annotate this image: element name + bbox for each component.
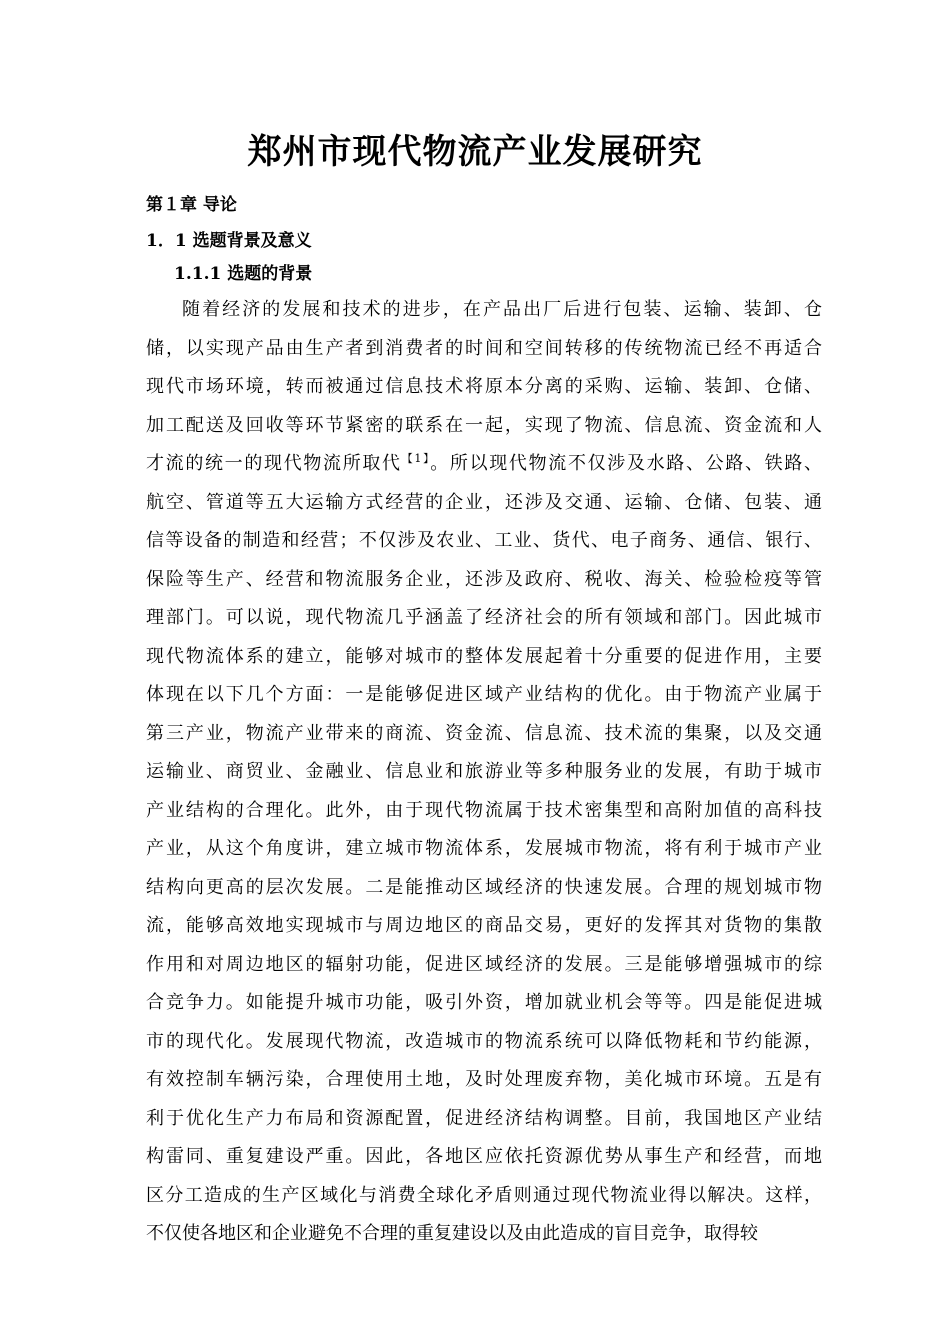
subsection-heading: 1.1.1 选题的背景 bbox=[174, 264, 313, 284]
citation-marker[interactable]: 【1】 bbox=[401, 452, 431, 465]
paragraph-text: 才流的统一的现代物流所取代 bbox=[146, 453, 402, 474]
paragraph-line: 加工配送及回收等环节紧密的联系在一起，实现了物流、信息流、资金流和人 bbox=[146, 414, 822, 436]
paragraph-line: 运输业、商贸业、金融业、信息业和旅游业等多种服务业的发展，有助于城市 bbox=[146, 761, 822, 782]
paragraph-line: 产业结构的合理化。此外，由于现代物流属于技术密集型和高附加值的高科技 bbox=[146, 799, 822, 821]
paragraph-line: 流，能够高效地实现城市与周边地区的商品交易，更好的发挥其对货物的集散 bbox=[146, 915, 822, 936]
paragraph-line: 理部门。可以说，现代物流几乎涵盖了经济社会的所有领域和部门。因此城市 bbox=[146, 607, 822, 628]
paragraph-line: 区分工造成的生产区域化与消费全球化矛盾则通过现代物流业得以解决。这样， bbox=[146, 1184, 822, 1206]
paragraph-line: 储，以实现产品由生产者到消费者的时间和空间转移的传统物流已经不再适合 bbox=[146, 337, 822, 359]
body-paragraph bbox=[146, 291, 822, 1254]
paragraph-line: 产业，从这个角度讲，建立城市物流体系，发展城市物流，将有利于城市产业 bbox=[146, 838, 822, 859]
document-title: 郑州市现代物流产业发展研究 bbox=[247, 132, 703, 172]
paragraph-line: 不仅使各地区和企业避免不合理的重复建设以及由此造成的盲目竞争，取得较 bbox=[146, 1223, 758, 1244]
paragraph-line: 信等设备的制造和经营；不仅涉及农业、工业、货代、电子商务、通信、银行、 bbox=[146, 530, 822, 551]
paragraph-line: 现代物流体系的建立，能够对城市的整体发展起着十分重要的促进作用，主要 bbox=[146, 645, 822, 667]
paragraph-line: 构雷同、重复建设严重。因此，各地区应依托资源优势从事生产和经营，而地 bbox=[146, 1146, 822, 1167]
paragraph-line-with-citation bbox=[146, 445, 822, 484]
paragraph-line: 随着经济的发展和技术的进步，在产品出厂后进行包装、运输、装卸、仓 bbox=[182, 299, 822, 320]
paragraph-line: 有效控制车辆污染，合理使用土地，及时处理废弃物，美化城市环境。五是有 bbox=[146, 1069, 822, 1090]
paragraph-line: 体现在以下几个方面：一是能够促进区域产业结构的优化。由于物流产业属于 bbox=[146, 684, 822, 705]
paragraph-line: 保险等生产、经营和物流服务企业，还涉及政府、税收、海关、检验检疫等管 bbox=[146, 568, 822, 590]
paragraph-line: 作用和对周边地区的辐射功能，促进区域经济的发展。三是能够增强城市的综 bbox=[146, 953, 822, 975]
paragraph-line: 第三产业，物流产业带来的商流、资金流、信息流、技术流的集聚，以及交通 bbox=[146, 722, 822, 744]
paragraph-line: 现代市场环境，转而被通过信息技术将原本分离的采购、运输、装卸、仓储、 bbox=[146, 376, 822, 397]
paragraph-line: 航空、管道等五大运输方式经营的企业，还涉及交通、运输、仓储、包装、通 bbox=[146, 491, 822, 513]
chapter-heading: 第１章 导论 bbox=[146, 195, 237, 215]
paragraph-line: 市的现代化。发展现代物流，改造城市的物流系统可以降低物耗和节约能源， bbox=[146, 1030, 822, 1052]
paragraph-line: 合竞争力。如能提升城市功能，吸引外资，增加就业机会等等。四是能促进城 bbox=[146, 992, 822, 1013]
section-heading: 1．1 选题背景及意义 bbox=[146, 231, 312, 251]
paragraph-line: 结构向更高的层次发展。二是能推动区域经济的快速发展。合理的规划城市物 bbox=[146, 876, 822, 898]
paragraph-text: 。所以现代物流不仅涉及水路、公路、铁路、 bbox=[430, 453, 822, 474]
paragraph-line: 利于优化生产力布局和资源配置，促进经济结构调整。目前，我国地区产业结 bbox=[146, 1107, 822, 1129]
